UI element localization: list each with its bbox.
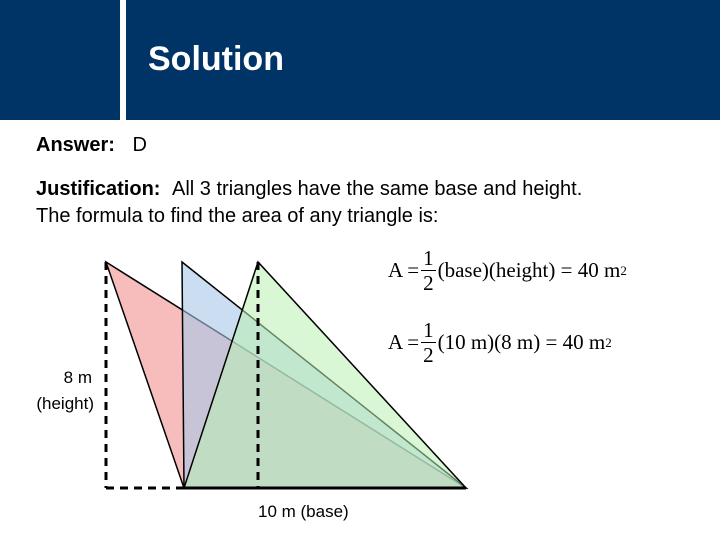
formula1-expression: (base)(height) = 40 m: [437, 258, 621, 282]
height-word-label: (height): [36, 394, 94, 413]
answer-label: Answer:: [36, 134, 115, 156]
formula2-exponent: 2: [605, 334, 612, 350]
justification-text-1: All 3 triangles have the same base and height.: [172, 178, 583, 200]
formula1-denominator: 2: [423, 271, 434, 295]
justification-label: Justification:: [36, 178, 161, 200]
height-value-label: 8 m: [63, 368, 92, 387]
formula1-numerator: 1: [423, 246, 434, 270]
justification-line-2: The formula to find the area of any triangle is:: [36, 205, 439, 227]
formula1-lhs: A =: [388, 258, 420, 282]
base-label: 10 m (base): [258, 502, 349, 521]
page-title: Solution: [148, 40, 284, 78]
formula1-exponent: 2: [620, 262, 627, 278]
formula2-fraction: [421, 318, 436, 367]
formula2-numerator: 1: [423, 318, 434, 342]
formula1-fraction: [421, 246, 436, 295]
answer-value: D: [132, 134, 147, 156]
formula2-lhs: A =: [388, 330, 420, 354]
formula2-denominator: 2: [423, 343, 434, 367]
formula2-expression: (10 m)(8 m) = 40 m: [437, 330, 606, 354]
green-triangle: [184, 262, 466, 488]
area-formula-general: [388, 246, 627, 295]
area-formula-substituted: [388, 318, 612, 367]
